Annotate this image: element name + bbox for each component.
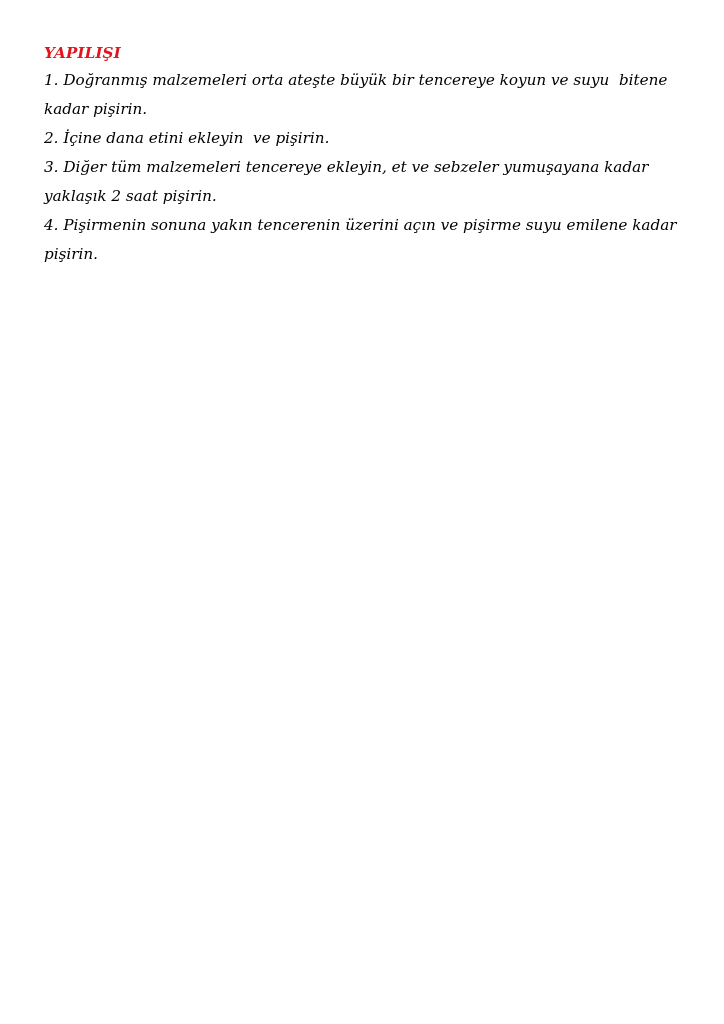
step-item-1: 1. Doğranmış malzemeleri orta ateşte büyük bir tencereye koyun ve suyu bitene kadar pişirin. xyxy=(44,71,673,118)
step-item-4: 4. Pişirmenin sonuna yakın tencerenin üzerini açın ve pişirme suyu emilene kadar pişirin. xyxy=(44,216,682,263)
steps-list xyxy=(44,66,684,269)
recipe-instructions xyxy=(44,40,684,269)
step-item-3: 3. Diğer tüm malzemeleri tencereye ekleyin, et ve sebzeler yumuşayana kadar yaklaşık 2 saat pişirin. xyxy=(44,158,654,205)
step-item-2: 2. İçine dana etini ekleyin ve pişirin. xyxy=(44,129,330,147)
section-heading: YAPILIŞI xyxy=(44,44,121,62)
